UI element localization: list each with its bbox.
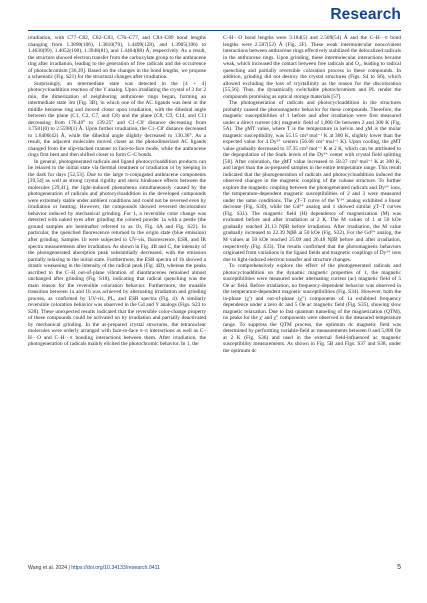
article-body <box>28 35 401 559</box>
paragraph: In general, photogenerated radicals and ligand photocycloaddition products can be relaxed to the initial state via thermal treatment or irradiation or by keeping in the dark for days [52,53]. Due to the large π-conjugated anthracene components [39,54] as well as strong crystal rigidity and steric hindrance effects between the molecules [29,41], the light-induced phenomena simultaneously caused by the photogeneration of radicals and photocycloaddition in the developed compounds were extremely stable under ambient conditions and could not be reversed even by irradiation or heating. However, the compounds showed reversed decoloration behavior induced by mechanical grinding. For 1, a reversible color change was detected with naked eyes after grinding the colored powder 1a with a pestle (the ground samples are hereinafter referred to as 1b, Fig. 4A and Fig. S22). In particular, the quenched fluorescence returned to the origin state (blue emission) after grinding. Samples 1b were subjected to UV-vis, fluorescence, ESR, and IR spectra measurements after irradiation. As shown in Fig. 4B and C, the intensity of the photogenerated absorption peak substantially decreased, with the emission partially relaxing to the initial state. Furthermore, the ESR spectra of 1b showed a drastic weakening in the intensity of the radical peak (Fig. 4D), whereas the peaks ascribed to the C–H out-of-plane vibration of dianthracenes remained almost unchanged after grinding (Fig. S18), indicating that radical quenching was the main reason for the reversible coloration behavior. Furthermore, the mutable transition between 1a and 1b was achieved by alternating irradiation and grinding process, as confirmed by UV-vis, PL, and ESR spectra (Fig. 4). A similarly reversible coloration behavior was observed in the Gd and Y analogs (Figs. S23 to S28). These unexpected results indicated that the reversible color-change property of these compounds could be activated on by irradiation and partially deactivated by mechanical grinding. In the as-prepared crystal structures, the tetranuclear molecules were orderly arranged with face-to-face π–π interactions as well as C–H···O and C–H···π bonding interactions between them. After irradiation, the photogeneration of radicals mainly elicited the photochromic behavior. In 1, the <box>28 158 206 348</box>
paragraph: To comprehensively explore the effect of the photogenerated radicals and photocycloaddition on the dynamic magnetic properties of 1, the magnetic susceptibilities were measured under alternating current (ac) magnetic field of 5 Oe ac field. Before irradiation, no frequency-dependent behavior was observed in the temperature-dependent magnetic susceptibilities (Fig. S34). However, both the in-phase (χ′) and out-of-phase (χ″) components of 1a exhibited frequency dependence under a zero dc and 5 Oe ac magnetic field (Fig. S35), showing slow magnetic relaxation. Due to fast quantum tunneling of the magnetization (QTM), no peaks for the χ′ and χ″ components were observed in the measured temperature range. To suppress the QTM process, the optimum dc magnetic field was determined by performing variable-field ac measurements between 0 and 5,000 Oe at 2 K (Fig. S36) and used in the external field-influenced ac magnetic susceptibility measurements. As shown in Fig. 5B and Figs. S37 and S38, under the optimum dc <box>223 263 401 354</box>
journal-name: Research <box>330 6 401 23</box>
paragraph: Surprisingly, an intermediate state was detected in the [4 + 4] photocycloaddition reaction of the Y analog. Upon irradiating the crystal of 3 for 2 min, the dimerization of neighboring anthracene rings began, forming an intermediate state 3m (Fig. 3B), in which one of the AC ligands was bent in the middle benzene ring and moved closer upon irradiation, with the dihedral angle between the plane (C1, C2, C7, and C8) and the plane (C8, C9, C14, and C1) decreasing from 176.40° to 139.25° and C1–C8' distance decreasing from 3.7581(0) to 2.5598(1) Å. Upon further irradiation, the C1–C8' distance decreased to 1.6400(42) Å, while the dihedral angle slightly decreased to 130.36°. As a result, the adjacent molecules moved closer as the photodimerized AC ligands changed from the slip-stacked manner to face-to-face mode, while the anthracene rings first bent and then shifted closer to form C–C bonds. <box>28 80 206 159</box>
doi-link[interactable]: https://doi.org/10.34133/research.0411 <box>71 565 160 571</box>
paragraph: irradiation, with C77–C82, C82–C83, C76–C77, and C84–C89 bond lengths changing from 1.3890(106), 1.3810(79), 1.4499(128), and 1.3905(106) to 1.4630(99), 1.4052(108), 1.3948(81), and 1.4464(88) Å, respectively. As a result, the structure showed electron transfer from the carboxylate group to the anthracene ring after irradiation, leading to the generation of free radicals and the occurrence of photochromism [36,39]. Based on the changes in the bond lengths, we propose a schematic (Fig. S21) for the structural changes after irradiation. <box>28 35 206 81</box>
page-footer <box>28 565 401 575</box>
left-column <box>28 35 206 559</box>
citation-prefix: Wang et al. 2024 | <box>28 565 72 571</box>
citation <box>28 565 160 571</box>
page-number: 5 <box>397 564 401 571</box>
page-header <box>28 6 401 28</box>
paragraph: The photogeneration of radicals and photocycloaddition in the structures probably caused the photomagnetic behavior for these compounds. Therefore, the magnetic susceptibilities of 1 before and after irradiation were first measured under a direct current (dc) magnetic field of 1,000 Oe between 2 and 300 K (Fig. 5A). The χMT value, where T is the temperature in kelvin and χM is the molar magnetic susceptibility, was 55.15 cm³ mol⁻¹ K at 300 K, slightly lower than the expected value for 4 Dy³⁺ centers (56.68 cm³ mol⁻¹ K). Upon cooling, the χMT value gradually decreased to 37.35 cm³ mol⁻¹ K at 2 K, which can be attributed to the depopulation of the Stark levels of the Dy³⁺ center with crystal field splitting [58]. After coloration, the χMT value increased to 58.37 cm³ mol⁻¹ K at 300 K, and larger than the as-prepared samples in the entire temperature range. This result indicated that the photogeneration of radicals and photocycloaddition induced the observed changes in the magnetic coupling of the cubane structure. To further explore the magnetic coupling between the photogenerated radicals and Dy³⁺ ions, the temperature-dependent magnetic susceptibilities of 2 and 3 were measured under the same conditions. The χT–T curve of the Y³⁺ analog exhibited a linear decrease (Fig. S30), while the Gd³⁺ analog and 1 showed similar χT–T curves (Fig. S31). The magnetic field (H) dependence of magnetization (M) was evaluated before and after irradiation at 2 K. The M values of 1 at 50 kOe gradually reached 21.13 NβB before irradiation. After irradiation, the M value gradually increased to 22.39 NβB at 50 kOe (Fig. S32). For the Gd³⁺ analog, the M values at 50 kOe reached 25.09 and 26.48 NβB before and after irradiation, respectively (Fig. S33). The results confirmed that the photomagnetic behaviors originated from variations in the ligand fields and magnetic couplings of Dy³⁺ ions due to light-induced electron transfer and structure changes. <box>223 100 401 263</box>
paragraph: C–H···O bond lengths were 3.184(5) and 2.509(54) Å and the C–H···π bond lengths were 2.587(52) Å (Fig. 2F). These weak intermolecular noncovalent interactions between anthracene rings effectively stabilized the delocalized radicals in the anthracene rings. Upon grinding, these intermolecular interactions became weak, which increased the contact between free radicals and O₂, leading to radical quenching and partially reversible coloration process in these compounds. In addition, grinding did not destroy the crystal structures (Figs. S4 to S6), which allowed excluding the loss of crystallinity as the reason for the discoloration [55,56]. Thus, the dynamically switchable photochromism and PL render the compounds promising as optical storage materials [57]. <box>223 35 401 100</box>
right-column <box>223 35 401 559</box>
header-rule <box>28 30 401 31</box>
